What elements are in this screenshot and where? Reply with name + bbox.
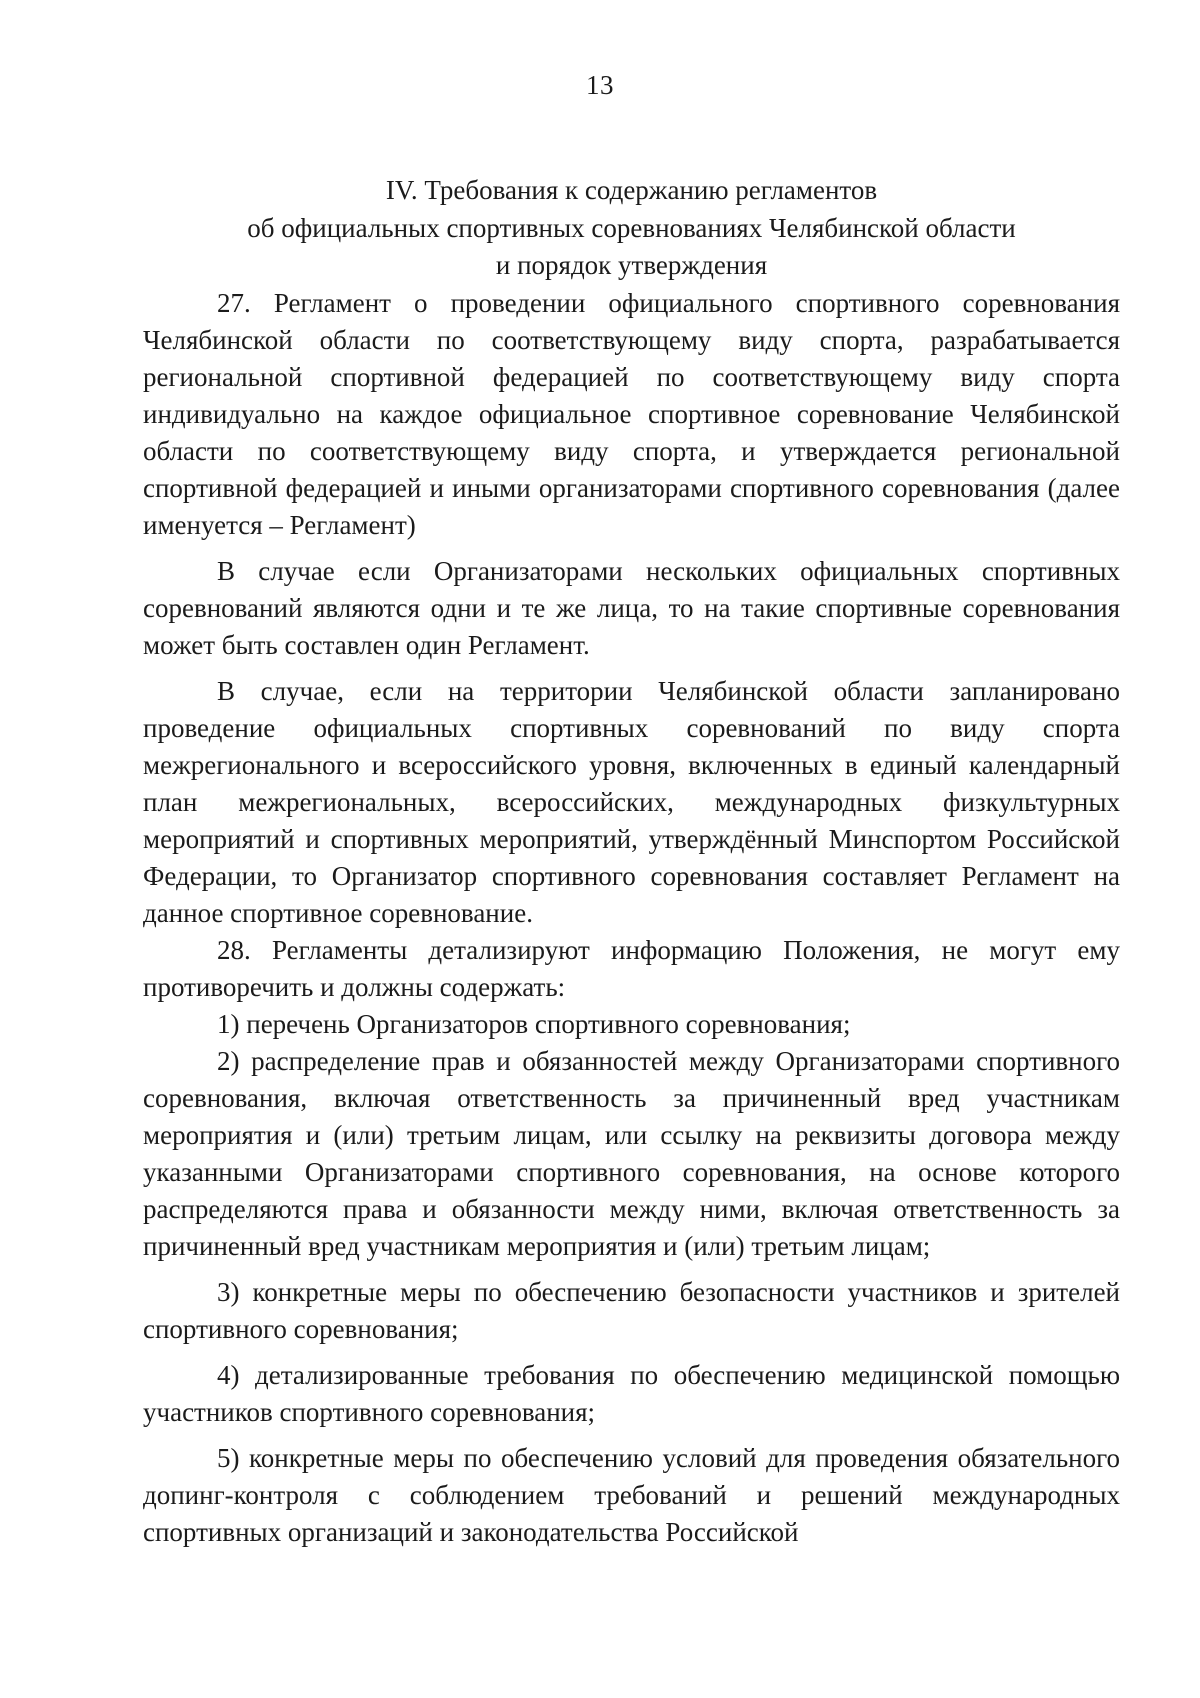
list-item-organizers: 1) перечень Организаторов спортивного соревнования; <box>217 1008 851 1039</box>
list-item-rights-distribution: 2) распределение прав и обязанностей между Организаторами спортивного соревнования, включая ответственность за причиненный вред участникам мероприятия и (или) третьим лицам, или ссылку на реквизиты договора между указанными Организаторами спортивного соревнования, на основе которого распределяются права и обязанности между ними, включая ответственность за причиненный вред участникам мероприятия и (или) третьим лицам; <box>143 1045 1120 1261</box>
document-body <box>143 172 1120 1551</box>
section-heading-line: и порядок утверждения <box>495 250 768 280</box>
section-heading-line: IV. Требования к содержанию регламентов <box>385 175 878 205</box>
list-item-doping-control: 5) конкретные меры по обеспечению условий для проведения обязательного допинг-контроля с соблюдением требований и решений международных спортивных организаций и законодательства Российской <box>143 1442 1120 1547</box>
page-number: 13 <box>586 70 614 100</box>
section-heading <box>143 172 1120 285</box>
list-item-medical-care: 4) детализированные требования по обеспечению медицинской помощью участников спортивного соревнования; <box>143 1359 1120 1427</box>
section-heading-line: об официальных спортивных соревнованиях Челябинской области <box>247 212 1016 243</box>
paragraph-single-regulation: В случае если Организаторами нескольких официальных спортивных соревнований являются одни и те же лица, то на такие спортивные соревнования может быть составлен один Регламент. <box>143 555 1120 660</box>
paragraph-interregional-events: В случае, если на территории Челябинской области запланировано проведение официальных спортивных соревнований по виду спорта межрегионального и всероссийского уровня, включенных в единый календарный план межрегиональных, всероссийских, международных физкультурных мероприятий и спортивных мероприятий, утверждённый Минспортом Российской Федерации, то Организатор спортивного соревнования составляет Регламент на данное спортивное соревнование. <box>143 675 1120 928</box>
paragraph-clause-28: 28. Регламенты детализируют информацию Положения, не могут ему противоречить и должны содержать: <box>143 934 1120 1002</box>
list-item-safety-measures: 3) конкретные меры по обеспечению безопасности участников и зрителей спортивного соревнования; <box>143 1276 1120 1344</box>
paragraph-clause-27: 27. Регламент о проведении официального спортивного соревнования Челябинской области по соответствующему виду спорта, разрабатывается региональной спортивной федерацией по соответствующему виду спорта индивидуально на каждое официальное спортивное соревнование Челябинской области по соответствующему виду спорта, и утверждается региональной спортивной федерацией и иными организаторами спортивного соревнования (далее именуется – Регламент) <box>143 287 1120 540</box>
